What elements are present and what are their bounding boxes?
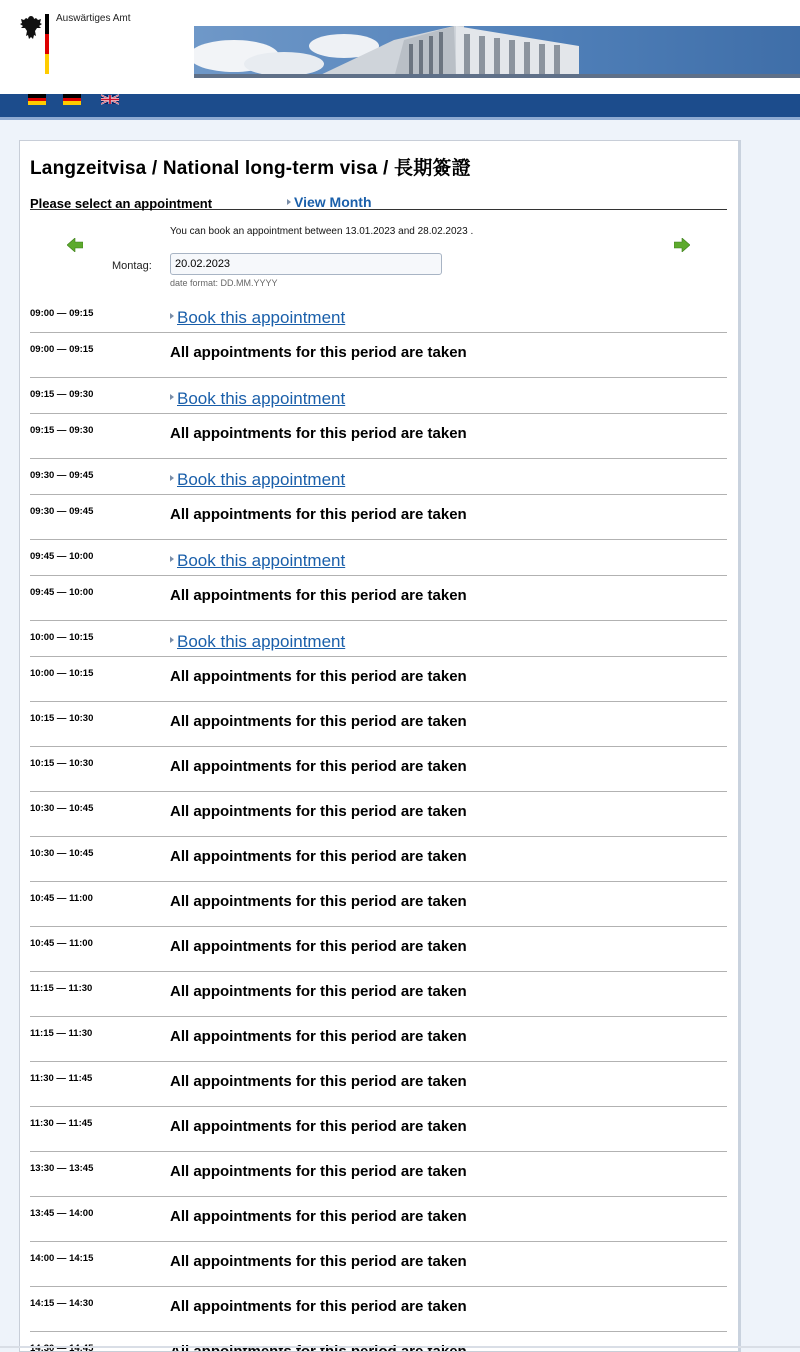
slot-taken-message: All appointments for this period are taken (170, 668, 467, 685)
slot-time: 09:15 — 09:30 (30, 425, 94, 436)
slot-taken-message: All appointments for this period are taken (170, 938, 467, 955)
slot-time: 13:45 — 14:00 (30, 1208, 94, 1219)
slot-time: 10:30 — 10:45 (30, 803, 94, 814)
slot-time: 09:45 — 10:00 (30, 551, 94, 562)
book-appointment-label: Book this appointment (177, 308, 346, 327)
slot-row (30, 1332, 727, 1352)
triangle-bullet-icon (170, 475, 174, 481)
slot-time: 09:15 — 09:30 (30, 389, 94, 400)
slot-time: 10:00 — 10:15 (30, 632, 94, 643)
slot-taken-message: All appointments for this period are taken (170, 1073, 467, 1090)
slot-taken-message: All appointments for this period are taken (170, 587, 467, 604)
slot-row (30, 1017, 727, 1062)
site-header (0, 0, 800, 94)
select-appointment-label: Please select an appointment (30, 196, 213, 211)
arrow-right-icon[interactable] (674, 238, 690, 252)
slot-taken-message: All appointments for this period are taken (170, 425, 467, 442)
view-month-link[interactable] (287, 194, 372, 210)
slot-time: 11:30 — 11:45 (30, 1073, 93, 1084)
appointment-panel (19, 140, 741, 1352)
slot-row (30, 459, 727, 495)
book-appointment-label: Book this appointment (177, 470, 346, 489)
slot-time: 10:45 — 11:00 (30, 938, 93, 949)
day-label: Montag: (112, 260, 152, 272)
page-title: Langzeitvisa / National long-term visa / 長期簽證 (30, 158, 471, 179)
slot-row (30, 540, 727, 576)
triangle-bullet-icon (287, 199, 291, 205)
slot-time: 10:45 — 11:00 (30, 893, 93, 904)
slot-taken-message: All appointments for this period are taken (170, 893, 467, 910)
slot-taken-message: All appointments for this period are taken (170, 1163, 467, 1180)
triangle-bullet-icon (170, 394, 174, 400)
slot-taken-message: All appointments for this period are taken (170, 848, 467, 865)
triangle-bullet-icon (170, 637, 174, 643)
slot-row (30, 1152, 727, 1197)
org-name: Auswärtiges Amt (56, 13, 131, 24)
book-appointment-link[interactable] (170, 470, 345, 490)
flag-de-icon[interactable] (28, 94, 46, 105)
slot-list (30, 297, 727, 1352)
slot-row (30, 1107, 727, 1152)
slot-taken-message: All appointments for this period are taken (170, 1118, 467, 1135)
book-appointment-link[interactable] (170, 389, 345, 409)
slot-time: 09:00 — 09:15 (30, 308, 94, 319)
arrow-left-icon[interactable] (67, 238, 83, 252)
slot-taken-message: All appointments for this period are taken (170, 344, 467, 361)
slot-taken-message: All appointments for this period are taken (170, 713, 467, 730)
slot-time: 09:00 — 09:15 (30, 344, 94, 355)
slot-row (30, 1287, 727, 1332)
slot-row (30, 378, 727, 414)
book-appointment-label: Book this appointment (177, 389, 346, 408)
slot-time: 09:30 — 09:45 (30, 506, 94, 517)
slot-row (30, 657, 727, 702)
booking-range-info: You can book an appointment between 13.01.2023 and 28.02.2023 . (170, 226, 474, 237)
nav-bar (0, 94, 800, 120)
slot-time: 11:15 — 11:30 (30, 983, 93, 994)
slot-row (30, 747, 727, 792)
slot-row (30, 1197, 727, 1242)
slot-taken-message: All appointments for this period are taken (170, 983, 467, 1000)
select-header (30, 196, 727, 210)
slot-taken-message: All appointments for this period are taken (170, 1208, 467, 1225)
slot-row (30, 297, 727, 333)
slot-row (30, 927, 727, 972)
slot-time: 10:30 — 10:45 (30, 848, 94, 859)
slot-row (30, 414, 727, 459)
book-appointment-link[interactable] (170, 551, 345, 571)
slot-row (30, 495, 727, 540)
slot-taken-message: All appointments for this period are taken (170, 1298, 467, 1315)
slot-row (30, 792, 727, 837)
eagle-icon (18, 14, 44, 42)
slot-time: 14:00 — 14:15 (30, 1253, 94, 1264)
slot-time: 11:15 — 11:30 (30, 1028, 93, 1039)
slot-row (30, 702, 727, 747)
slot-time: 10:00 — 10:15 (30, 668, 94, 679)
flag-de-icon[interactable] (63, 94, 81, 105)
book-appointment-label: Book this appointment (177, 551, 346, 570)
triangle-bullet-icon (170, 556, 174, 562)
slot-taken-message: All appointments for this period are taken (170, 1028, 467, 1045)
slot-taken-message: All appointments for this period are taken (170, 803, 467, 820)
slot-row (30, 1242, 727, 1287)
slot-time: 09:45 — 10:00 (30, 587, 94, 598)
book-appointment-link[interactable] (170, 632, 345, 652)
slot-time: 09:30 — 09:45 (30, 470, 94, 481)
slot-taken-message: All appointments for this period are taken (170, 758, 467, 775)
slot-time: 10:15 — 10:30 (30, 713, 94, 724)
flag-uk-icon[interactable] (101, 94, 119, 105)
book-appointment-link[interactable] (170, 308, 345, 328)
header-banner-image (194, 26, 800, 78)
slot-time: 14:15 — 14:30 (30, 1298, 94, 1309)
date-input[interactable] (170, 253, 442, 275)
slot-taken-message: All appointments for this period are taken (170, 506, 467, 523)
slot-row (30, 972, 727, 1017)
slot-row (30, 837, 727, 882)
slot-time: 11:30 — 11:45 (30, 1118, 93, 1129)
date-format-hint: date format: DD.MM.YYYY (170, 278, 278, 288)
slot-time: 10:15 — 10:30 (30, 758, 94, 769)
book-appointment-label: Book this appointment (177, 632, 346, 651)
triangle-bullet-icon (170, 313, 174, 319)
slot-row (30, 621, 727, 657)
slot-taken-message: All appointments for this period are taken (170, 1253, 467, 1270)
slot-row (30, 882, 727, 927)
view-month-label: View Month (294, 194, 372, 210)
german-flag-stripe (45, 14, 49, 74)
slot-time: 13:30 — 13:45 (30, 1163, 94, 1174)
slot-row (30, 333, 727, 378)
slot-row (30, 576, 727, 621)
slot-row (30, 1062, 727, 1107)
